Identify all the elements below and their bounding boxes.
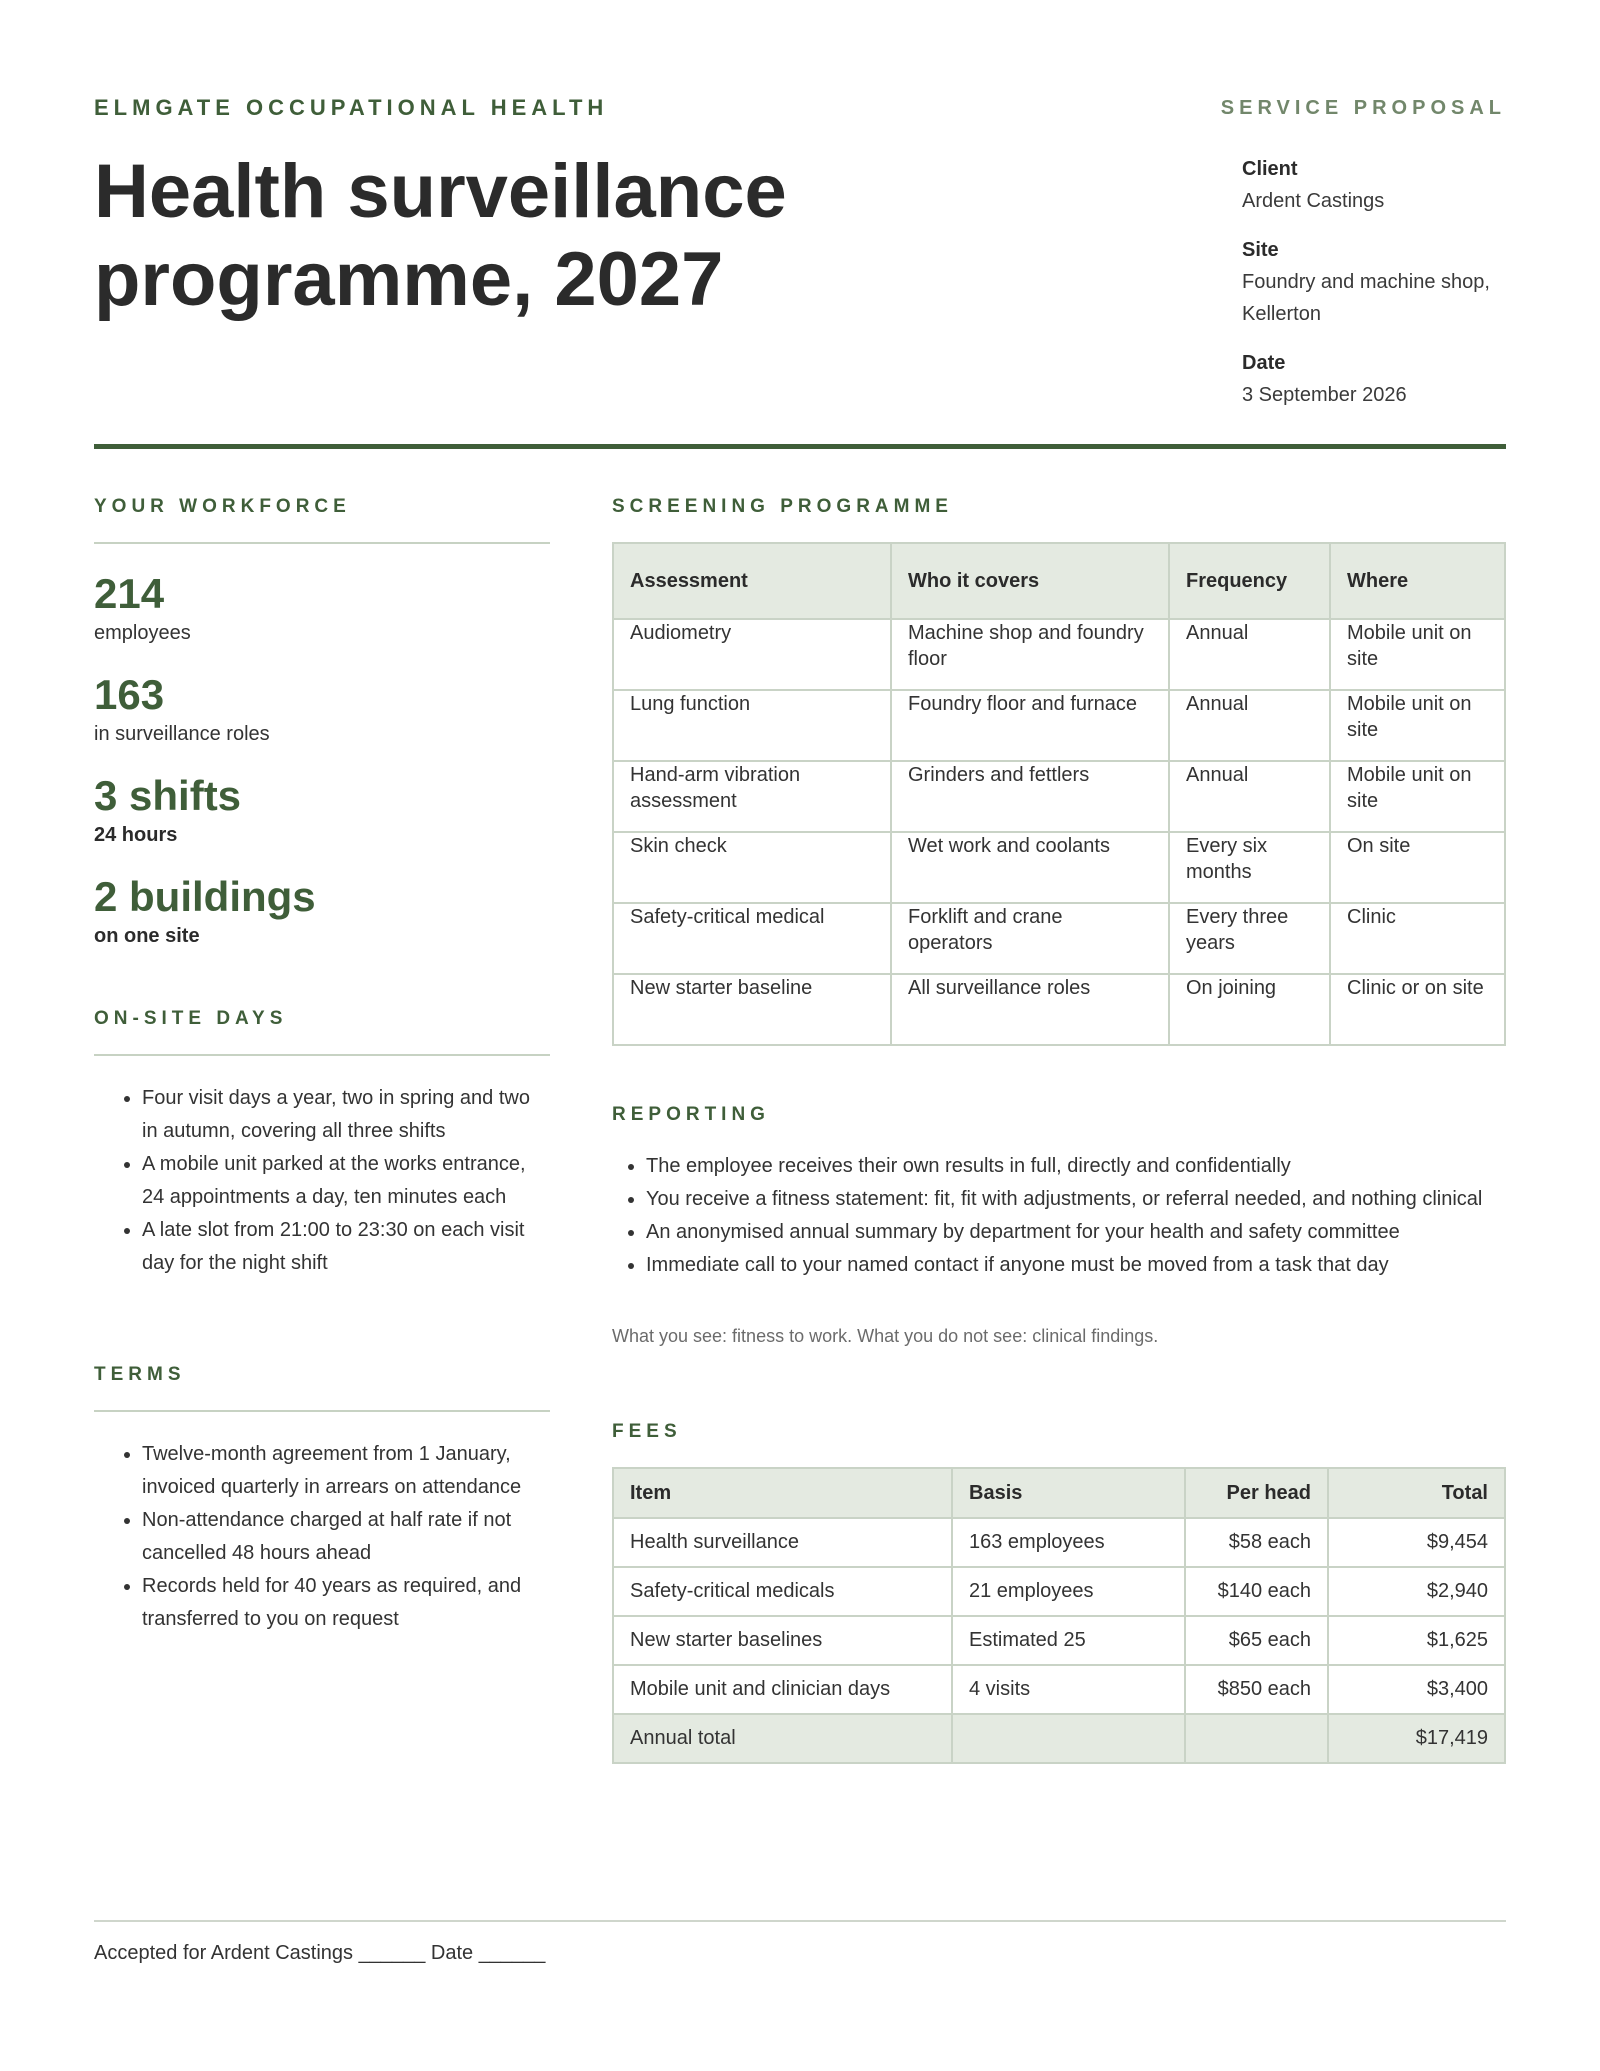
meta-value: Ardent Castings [1242, 190, 1385, 212]
table-cell: Annual total [613, 1714, 952, 1763]
right-column [612, 496, 1506, 1764]
table-cell: $3,400 [1328, 1665, 1505, 1714]
header-divider [94, 444, 1506, 449]
list-item: • You receive a fitness statement: fit, fit with adjustments, or referral needed, and nothing clinical [646, 1183, 1576, 1216]
column-header: Who it covers [891, 543, 1169, 619]
stat-shifts [94, 772, 550, 847]
stat-employees [94, 570, 550, 645]
list-item: • Four visit days a year, two in spring and two in autumn, covering all three shifts [142, 1082, 550, 1148]
column-header: Where [1330, 543, 1505, 619]
table-cell: Lung function [613, 690, 891, 761]
workforce-heading: YOUR WORKFORCE [94, 496, 550, 544]
screening-table [612, 542, 1506, 1046]
stat-caption: in surveillance roles [94, 723, 270, 745]
signoff-line: Accepted for Ardent Castings ______ Date ______ [94, 1942, 546, 1964]
meta-label: Site [1242, 239, 1279, 261]
column-header: Per head [1185, 1468, 1328, 1518]
column-header: Item [613, 1468, 952, 1518]
meta-value-line: Foundry and machine shop, [1242, 271, 1490, 293]
table-row [613, 761, 1505, 832]
table-cell: Annual [1169, 761, 1330, 832]
document-type: SERVICE PROPOSAL [1220, 97, 1506, 119]
table-cell: $140 each [1185, 1567, 1328, 1616]
proposal-meta [1242, 158, 1512, 433]
list-item: • An anonymised annual summary by department for your health and safety committee [646, 1216, 1576, 1249]
onsite-heading: ON-SITE DAYS [94, 1008, 550, 1056]
meta-value [1242, 266, 1512, 330]
table-cell: $17,419 [1328, 1714, 1505, 1763]
table-cell: Annual [1169, 690, 1330, 761]
meta-value-line: Kellerton [1242, 303, 1321, 325]
meta-date [1242, 352, 1512, 411]
signoff-divider [94, 1920, 1506, 1922]
stat-buildings [94, 873, 550, 948]
table-cell: Mobile unit on site [1330, 761, 1505, 832]
table-cell: Safety-critical medical [613, 903, 891, 974]
table-cell: Clinic or on site [1330, 974, 1505, 1045]
title-line-2: programme, 2027 [94, 237, 724, 322]
table-row [613, 1665, 1505, 1714]
table-cell: $850 each [1185, 1665, 1328, 1714]
table-cell [1185, 1714, 1328, 1763]
left-column [94, 496, 550, 1636]
table-cell: 21 employees [952, 1567, 1185, 1616]
table-cell: 4 visits [952, 1665, 1185, 1714]
table-row [613, 1616, 1505, 1665]
column-header: Basis [952, 1468, 1185, 1518]
terms-heading: TERMS [94, 1364, 550, 1412]
table-cell: Safety-critical medicals [613, 1567, 952, 1616]
table-cell: New starter baseline [613, 974, 891, 1045]
table-cell: Every three years [1169, 903, 1330, 974]
stat-number: 2 buildings [94, 873, 316, 920]
list-item: • Records held for 40 years as required, and transferred to you on request [142, 1570, 550, 1636]
fees-table [612, 1467, 1506, 1764]
title-line-1: Health surveillance [94, 149, 787, 234]
table-cell: Mobile unit and clinician days [613, 1665, 952, 1714]
org-name: ELMGATE OCCUPATIONAL HEALTH [94, 95, 609, 120]
reporting-list [612, 1150, 1576, 1282]
table-cell: Mobile unit on site [1330, 619, 1505, 690]
table-row [613, 1518, 1505, 1567]
screening-heading: SCREENING PROGRAMME [612, 496, 953, 517]
onsite-list [94, 1082, 550, 1280]
meta-label: Client [1242, 158, 1298, 180]
table-cell [952, 1714, 1185, 1763]
table-header-row [613, 543, 1505, 619]
table-cell: $65 each [1185, 1616, 1328, 1665]
table-header-row [613, 1468, 1505, 1518]
list-item: • Non-attendance charged at half rate if not cancelled 48 hours ahead [142, 1504, 550, 1570]
meta-label: Date [1242, 352, 1286, 374]
table-cell: On site [1330, 832, 1505, 903]
list-item: • A mobile unit parked at the works entrance, 24 appointments a day, ten minutes each [142, 1148, 550, 1214]
total-row [613, 1714, 1505, 1763]
fees-heading: FEES [612, 1421, 682, 1442]
stat-surveillance-roles [94, 671, 550, 746]
table-cell: Audiometry [613, 619, 891, 690]
table-row [613, 903, 1505, 974]
table-cell: Forklift and crane operators [891, 903, 1169, 974]
table-cell: Foundry floor and furnace [891, 690, 1169, 761]
stat-caption: on one site [94, 925, 200, 947]
table-cell: Clinic [1330, 903, 1505, 974]
table-cell: Hand-arm vibration assessment [613, 761, 891, 832]
table-cell: All surveillance roles [891, 974, 1169, 1045]
table-cell: $2,940 [1328, 1567, 1505, 1616]
meta-site [1242, 239, 1512, 330]
table-cell: Annual [1169, 619, 1330, 690]
column-header: Assessment [613, 543, 891, 619]
table-row [613, 690, 1505, 761]
table-cell: Machine shop and foundry floor [891, 619, 1169, 690]
stat-number: 163 [94, 671, 165, 718]
table-cell: 163 employees [952, 1518, 1185, 1567]
table-row [613, 974, 1505, 1045]
column-header: Frequency [1169, 543, 1330, 619]
table-row [613, 832, 1505, 903]
stat-caption: employees [94, 622, 191, 644]
table-cell: Grinders and fettlers [891, 761, 1169, 832]
table-cell: $1,625 [1328, 1616, 1505, 1665]
table-cell: Skin check [613, 832, 891, 903]
table-row [613, 619, 1505, 690]
meta-client [1242, 158, 1512, 217]
column-header: Total [1328, 1468, 1505, 1518]
list-item: • A late slot from 21:00 to 23:30 on each visit day for the night shift [142, 1214, 550, 1280]
table-cell: $58 each [1185, 1518, 1328, 1567]
stat-caption: 24 hours [94, 824, 178, 846]
table-cell: Mobile unit on site [1330, 690, 1505, 761]
table-cell: Wet work and coolants [891, 832, 1169, 903]
list-item: • Immediate call to your named contact if anyone must be moved from a task that day [646, 1249, 1576, 1282]
terms-list [94, 1438, 550, 1636]
page-title [94, 148, 994, 324]
list-item: • The employee receives their own results in full, directly and confidentially [646, 1150, 1576, 1183]
reporting-heading: REPORTING [612, 1104, 770, 1125]
stat-number: 3 shifts [94, 772, 242, 819]
table-cell: $9,454 [1328, 1518, 1505, 1567]
list-item: • Twelve-month agreement from 1 January, invoiced quarterly in arrears on attendance [142, 1438, 550, 1504]
table-cell: Estimated 25 [952, 1616, 1185, 1665]
table-row [613, 1567, 1505, 1616]
table-cell: New starter baselines [613, 1616, 952, 1665]
reporting-note: What you see: fitness to work. What you do not see: clinical findings. [612, 1326, 1159, 1346]
table-cell: On joining [1169, 974, 1330, 1045]
table-cell: Every six months [1169, 832, 1330, 903]
stat-number: 214 [94, 570, 165, 617]
meta-value: 3 September 2026 [1242, 384, 1407, 406]
table-cell: Health surveillance [613, 1518, 952, 1567]
